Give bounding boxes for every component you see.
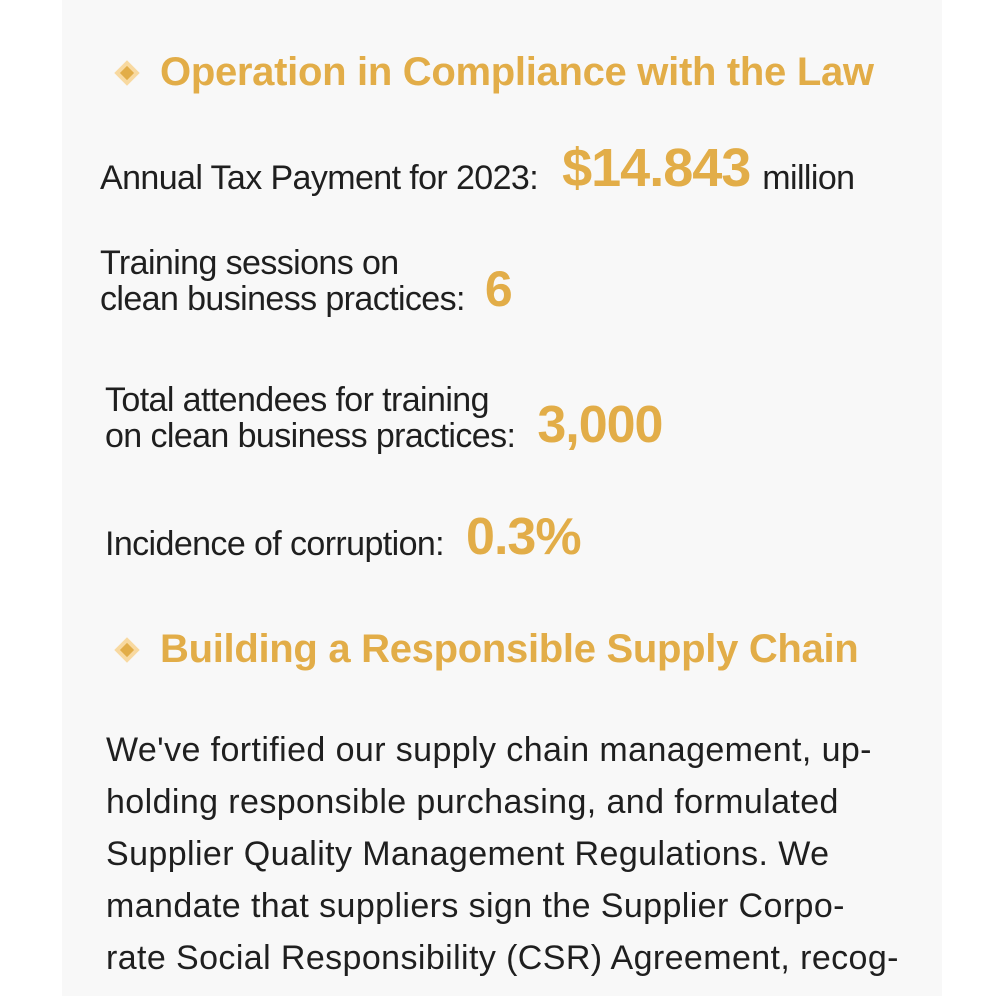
stat-tax xyxy=(100,138,854,198)
stat-training xyxy=(100,245,512,317)
section-title-supply: Building a Responsible Supply Chain xyxy=(160,627,859,671)
stat-attendees-label xyxy=(105,382,515,454)
stat-corruption-label: Incidence of corruption: xyxy=(105,525,445,563)
content-panel xyxy=(62,0,942,996)
supply-chain-paragraph xyxy=(106,724,899,984)
paragraph-line: We've fortified our supply chain management, up- xyxy=(106,731,872,769)
paragraph-line: holding responsible purchasing, and formulated xyxy=(106,783,839,821)
diamond-icon xyxy=(110,633,144,667)
stat-attendees-label-line2: on clean business practices: xyxy=(105,417,516,455)
stat-training-label xyxy=(100,245,465,317)
section-heading-compliance xyxy=(110,50,874,95)
section-heading-supply xyxy=(110,627,858,672)
stat-training-value: 6 xyxy=(484,261,512,317)
stat-training-label-line1: Training sessions on xyxy=(100,244,399,282)
stat-attendees xyxy=(105,382,662,454)
stat-corruption-value: 0.3% xyxy=(466,508,581,566)
paragraph-line: mandate that suppliers sign the Supplier Corpo- xyxy=(106,887,845,925)
paragraph-line: Supplier Quality Management Regulations. We xyxy=(106,835,830,873)
section-title-compliance: Operation in Compliance with the Law xyxy=(160,50,874,94)
paragraph-line: rate Social Responsibility (CSR) Agreement, recog- xyxy=(106,939,899,977)
stat-corruption xyxy=(105,508,581,566)
stat-attendees-value: 3,000 xyxy=(537,396,663,454)
diamond-icon xyxy=(110,56,144,90)
stat-tax-label: Annual Tax Payment for 2023: xyxy=(100,159,539,197)
stat-tax-value: $14.843 xyxy=(562,138,751,198)
stat-training-label-line2: clean business practices: xyxy=(100,280,465,318)
stat-tax-unit: million xyxy=(762,159,855,197)
stat-attendees-label-line1: Total attendees for training xyxy=(105,381,489,419)
